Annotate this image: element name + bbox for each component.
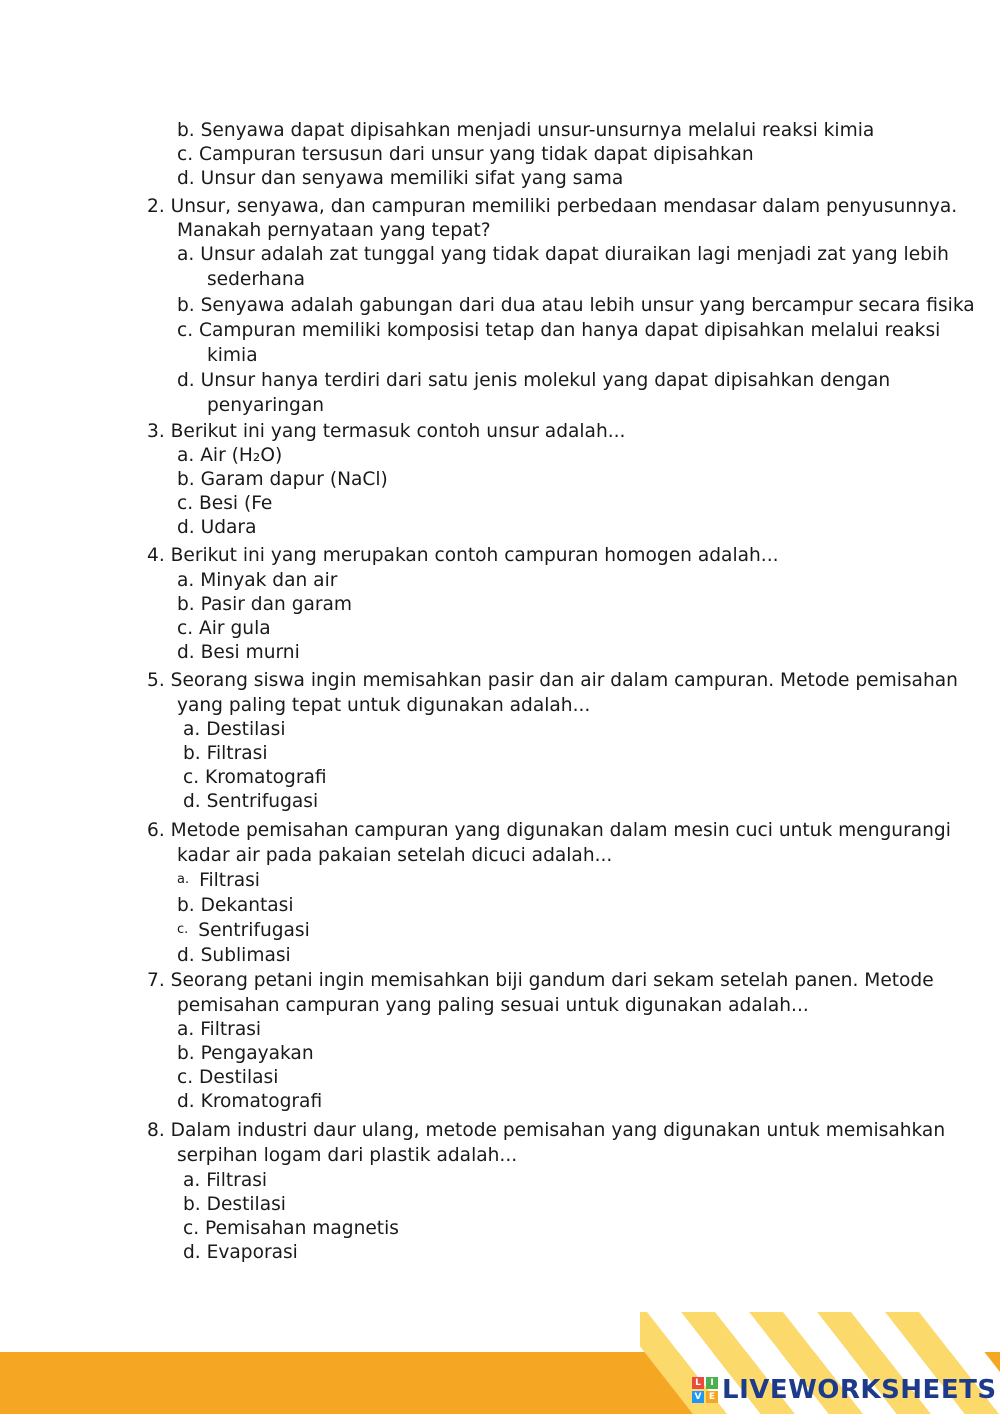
q2-option-d-cont: penyaringan — [207, 395, 325, 416]
q6-option-c-text: Sentrifugasi — [198, 920, 310, 941]
q4-option-b: b. Pasir dan garam — [177, 594, 353, 615]
q3-option-c: c. Besi (Fe — [177, 493, 273, 514]
q2-option-c: c. Campuran memiliki komposisi tetap dan hanya dapat dipisahkan melalui reaksi — [177, 320, 941, 341]
q5-option-a: a. Destilasi — [183, 719, 286, 740]
q2-question: 2. Unsur, senyawa, dan campuran memiliki perbedaan mendasar dalam penyusunnya. — [147, 196, 958, 217]
q4-question: 4. Berikut ini yang merupakan contoh campuran homogen adalah... — [147, 545, 779, 566]
q6-option-c — [177, 919, 310, 945]
q3-question: 3. Berikut ini yang termasuk contoh unsur adalah... — [147, 421, 626, 442]
q4-option-c: c. Air gula — [177, 618, 271, 639]
q6-option-c-marker: c. — [177, 922, 189, 937]
q8-option-b: b. Destilasi — [183, 1194, 286, 1215]
q6-option-a — [177, 869, 260, 895]
q7-option-b: b. Pengayakan — [177, 1043, 314, 1064]
q2-option-a-cont: sederhana — [207, 269, 306, 290]
q2-option-a: a. Unsur adalah zat tunggal yang tidak dapat diuraikan lagi menjadi zat yang lebih — [177, 244, 949, 265]
q8-option-c: c. Pemisahan magnetis — [183, 1218, 399, 1239]
q3-option-a: a. Air (H₂O) — [177, 445, 283, 466]
q6-question: 6. Metode pemisahan campuran yang digunakan dalam mesin cuci untuk mengurangi — [147, 820, 951, 841]
q2-option-c-cont: kimia — [207, 345, 258, 366]
q3-option-b: b. Garam dapur (NaCl) — [177, 469, 388, 490]
q1-option-c: c. Campuran tersusun dari unsur yang tidak dapat dipisahkan — [177, 144, 754, 165]
q2-option-b: b. Senyawa adalah gabungan dari dua atau lebih unsur yang bercampur secara fisika — [177, 295, 975, 316]
q7-option-d: d. Kromatografi — [177, 1091, 323, 1112]
q5-option-b: b. Filtrasi — [183, 743, 268, 764]
live-badge-icon: L I V E — [692, 1377, 718, 1403]
q7-option-a: a. Filtrasi — [177, 1019, 262, 1040]
logo-text: LIVEWORKSHEETS — [722, 1375, 997, 1405]
q2-option-d: d. Unsur hanya terdiri dari satu jenis molekul yang dapat dipisahkan dengan — [177, 370, 891, 391]
q6-question-cont: kadar air pada pakaian setelah dicuci adalah... — [177, 845, 613, 866]
q7-question: 7. Seorang petani ingin memisahkan biji gandum dari sekam setelah panen. Metode — [147, 970, 934, 991]
q7-option-c: c. Destilasi — [177, 1067, 279, 1088]
q5-question: 5. Seorang siswa ingin memisahkan pasir dan air dalam campuran. Metode pemisahan — [147, 670, 958, 691]
q7-question-cont: pemisahan campuran yang paling sesuai untuk digunakan adalah... — [177, 995, 809, 1016]
q4-option-d: d. Besi murni — [177, 642, 300, 663]
q5-option-c: c. Kromatografi — [183, 767, 327, 788]
q8-option-d: d. Evaporasi — [183, 1242, 298, 1263]
q6-option-b: b. Dekantasi — [177, 895, 294, 916]
liveworksheets-logo[interactable] — [692, 1373, 997, 1407]
q3-option-d: d. Udara — [177, 517, 257, 538]
q6-option-d: d. Sublimasi — [177, 945, 291, 966]
q1-option-d: d. Unsur dan senyawa memiliki sifat yang sama — [177, 168, 624, 189]
q8-option-a: a. Filtrasi — [183, 1170, 268, 1191]
q2-question-cont: Manakah pernyataan yang tepat? — [177, 220, 491, 241]
q4-option-a: a. Minyak dan air — [177, 570, 338, 591]
q8-question: 8. Dalam industri daur ulang, metode pemisahan yang digunakan untuk memisahkan — [147, 1120, 946, 1141]
q6-option-a-marker: a. — [177, 872, 190, 887]
q6-option-a-text: Filtrasi — [199, 870, 260, 891]
q8-question-cont: serpihan logam dari plastik adalah... — [177, 1145, 518, 1166]
q5-option-d: d. Sentrifugasi — [183, 791, 319, 812]
q5-question-cont: yang paling tepat untuk digunakan adalah... — [177, 695, 591, 716]
q1-option-b: b. Senyawa dapat dipisahkan menjadi unsur-unsurnya melalui reaksi kimia — [177, 120, 875, 141]
